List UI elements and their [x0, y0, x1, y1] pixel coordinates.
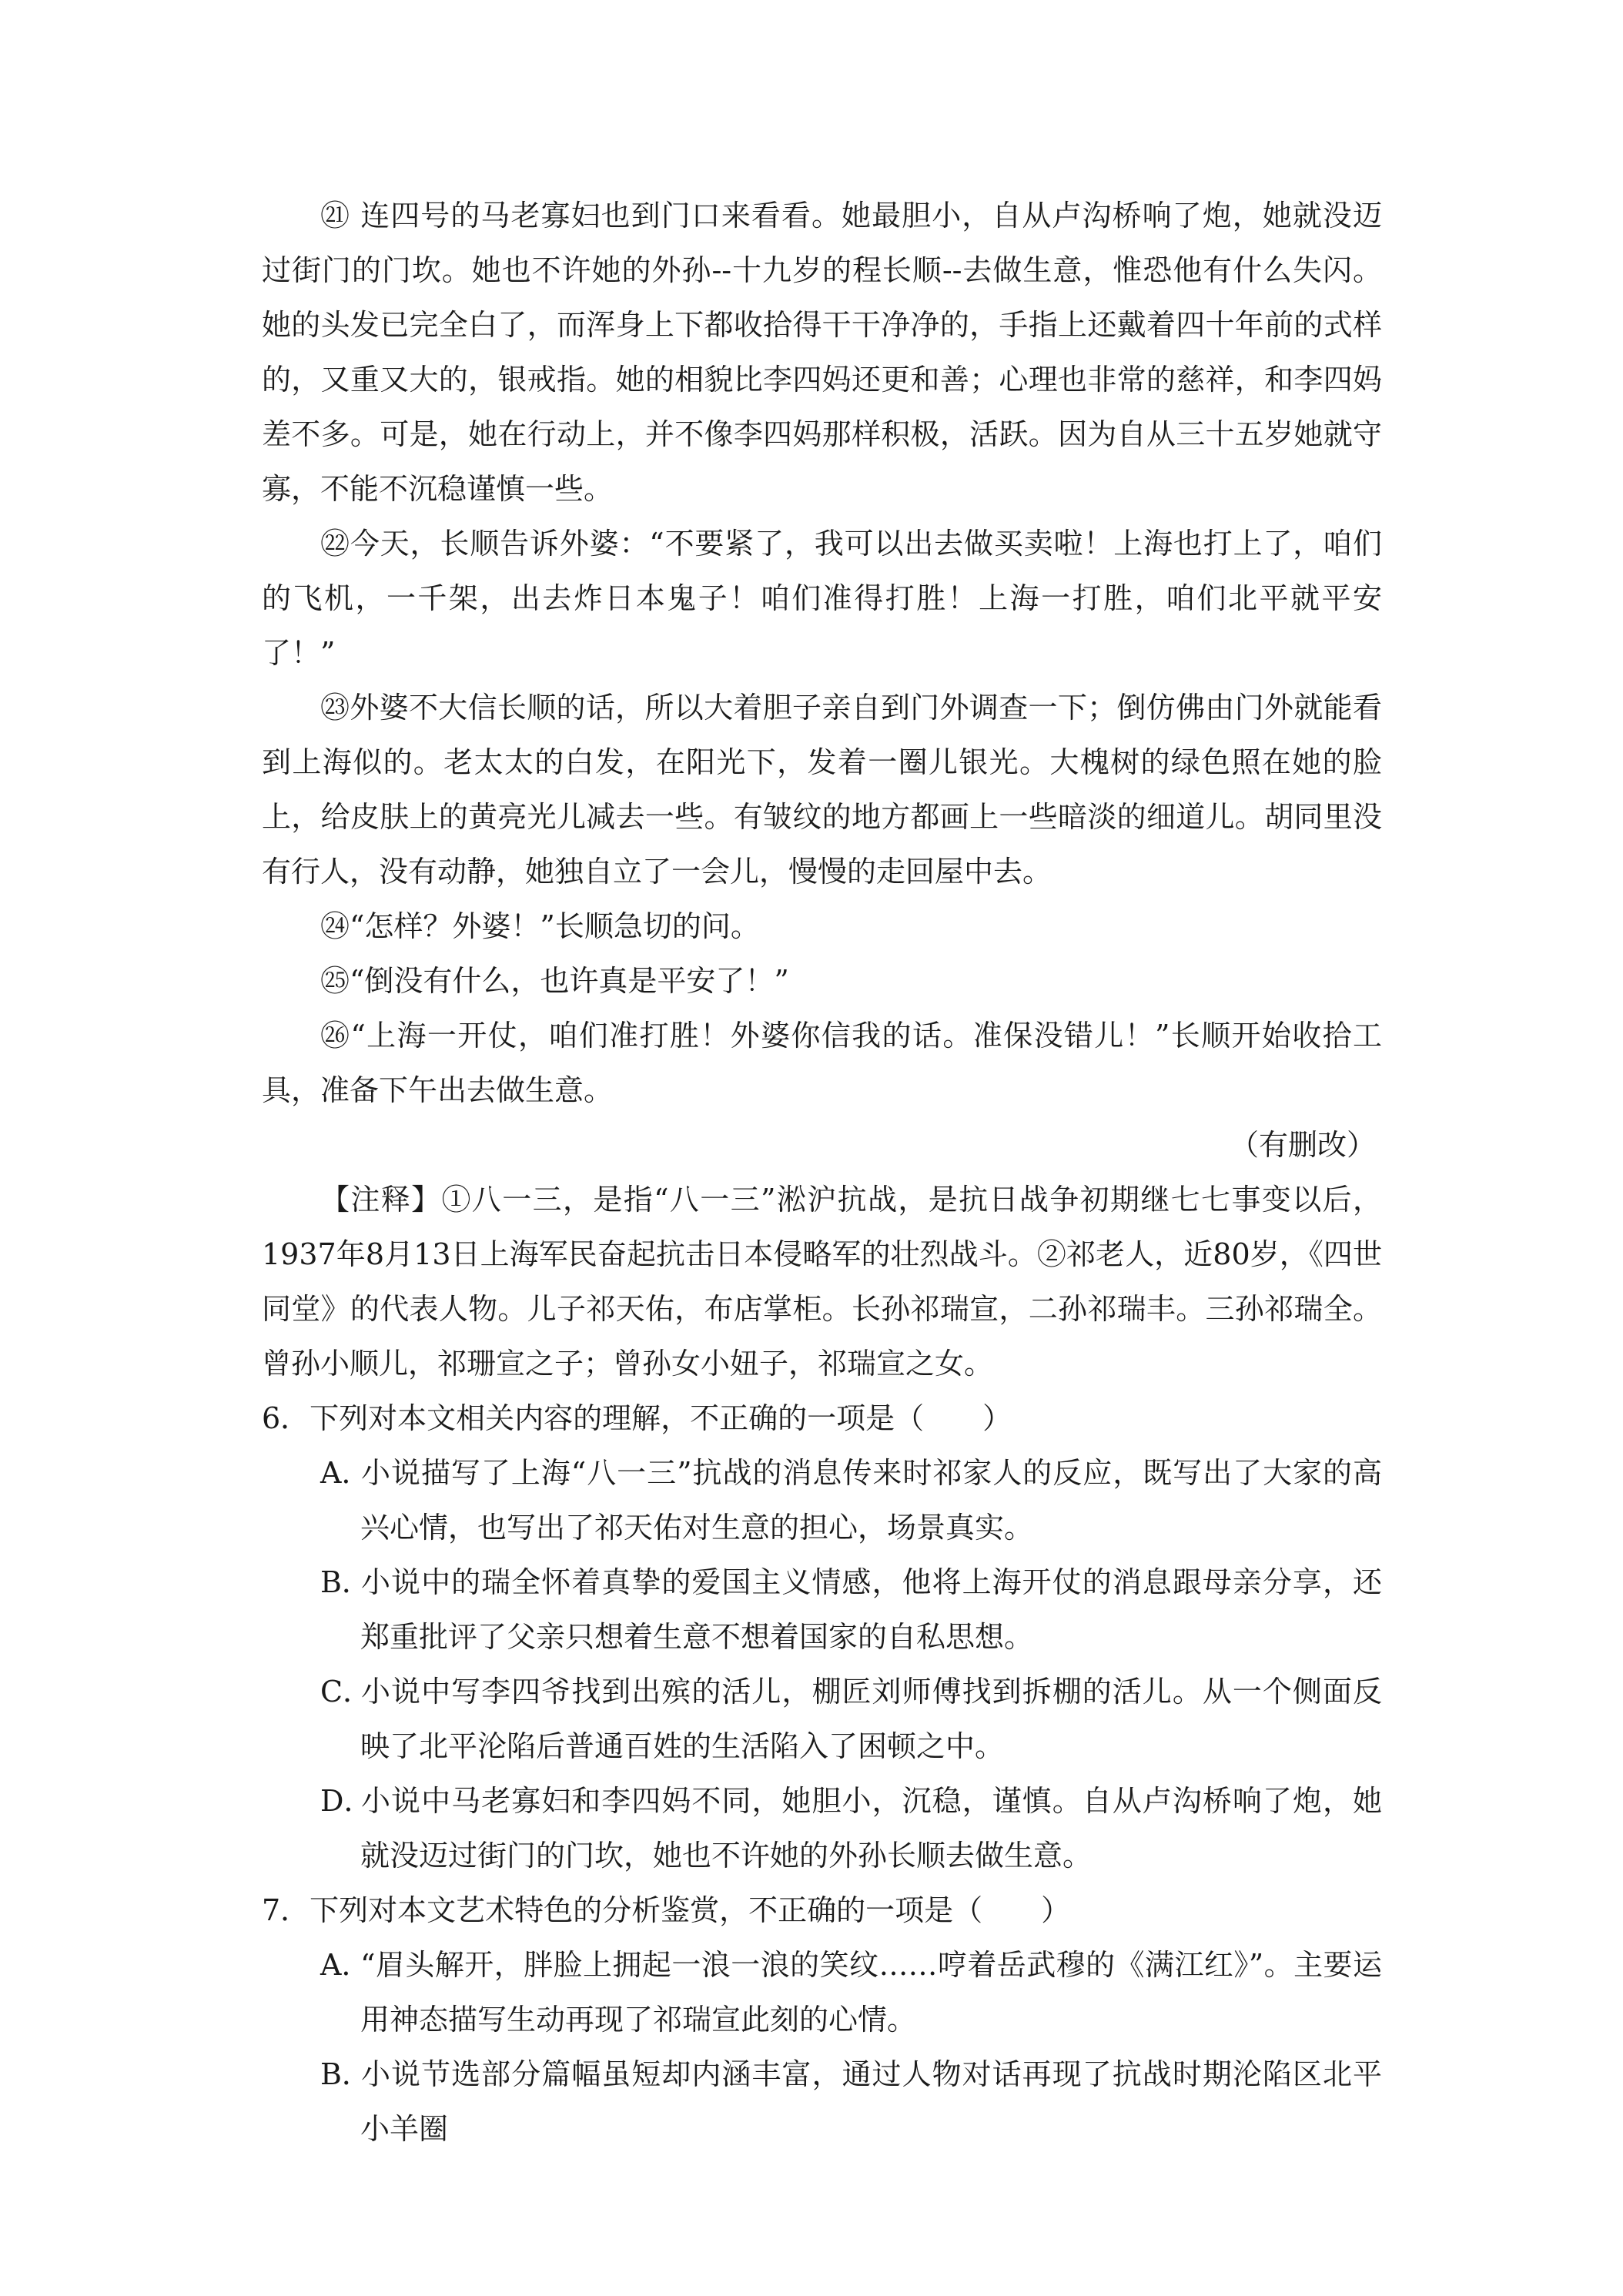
question-6 [262, 1391, 1382, 1883]
paragraph-22: ㉒今天，长顺告诉外婆：“不要紧了，我可以出去做买卖啦！上海也打上了，咱们的飞机，一千架，出去炸日本鬼子！咱们准得打胜！上海一打胜，咱们北平就平安了！” [262, 527, 1382, 670]
option-b [262, 1555, 1382, 1665]
option-text: 小说中写李四爷找到出殡的活儿，棚匠刘师傅找到拆棚的活儿。从一个侧面反映了北平沦陷后普通百姓的生活陷入了困顿之中。 [360, 1675, 1382, 1763]
paragraph-21: ㉑ 连四号的马老寡妇也到门口来看看。她最胆小，自从卢沟桥响了炮，她就没迈过街门的门坎。她也不许她的外孙--十九岁的程长顺--去做生意，惟恐他有什么失闪。她的头发已完全白了，而浑身上下都收拾得干干净净的，手指上还戴着四十年前的式样的，又重又大的，银戒指。她的相貌比李四妈还更和善；心理也非常的慈祥，和李四妈差不多。可是，她在行动上，并不像李四妈那样积极，活跃。因为自从三十五岁她就守寡，不能不沉稳谨慎一些。 [262, 199, 1382, 506]
paragraph-24: ㉔“怎样？外婆！”长顺急切的问。 [320, 909, 760, 943]
question-7 [262, 1883, 1382, 2157]
option-letter: B． [320, 1565, 371, 1599]
paragraph-25: ㉕“倒没有什么，也许真是平安了！” [320, 964, 789, 998]
annotation: 【注释】①八一三，是指“八一三”淞沪抗战，是抗日战争初期继七七事变以后，1937年8月13日上海军民奋起抗击日本侵略军的壮烈战斗。②祁老人，近80岁，《四世同堂》的代表人物。儿子祁天佑，布店掌柜。长孙祁瑞宣，二孙祁瑞丰。三孙祁瑞全。曾孙小顺儿，祁珊宣之子；曾孙女小妞子，祁瑞宣之女。 [262, 1183, 1382, 1381]
option-letter: A． [320, 1456, 371, 1490]
option-text: 小说中的瑞全怀着真挚的爱国主义情感，他将上海开仗的消息跟母亲分享，还郑重批评了父亲只想着生意不想着国家的自私思想。 [360, 1565, 1382, 1654]
question-stem: 7．下列对本文艺术特色的分析鉴赏，不正确的一项是（ ） [262, 1893, 1071, 1927]
option-letter: D． [320, 1784, 373, 1818]
option-letter: C． [320, 1675, 373, 1709]
question-stem: 6．下列对本文相关内容的理解，不正确的一项是（ ） [262, 1401, 1012, 1435]
option-b [262, 2047, 1382, 2157]
option-text: 小说中马老寡妇和李四妈不同，她胆小，沉稳，谨慎。自从卢沟桥响了炮，她就没迈过街门的门坎，她也不许她的外孙长顺去做生意。 [360, 1784, 1382, 1873]
option-text: 小说描写了上海“八一三”抗战的消息传来时祁家人的反应，既写出了大家的高兴心情，也写出了祁天佑对生意的担心，场景真实。 [360, 1456, 1382, 1545]
source-note: （有删改） [1229, 1128, 1376, 1162]
option-text: 小说节选部分篇幅虽短却内涵丰富，通过人物对话再现了抗战时期沦陷区北平小羊圈 [360, 2057, 1382, 2146]
option-d [262, 1774, 1382, 1883]
paragraph-23: ㉓外婆不大信长顺的话，所以大着胆子亲自到门外调查一下；倒仿佛由门外就能看到上海似的。老太太的白发，在阳光下，发着一圈儿银光。大槐树的绿色照在她的脸上，给皮肤上的黄亮光儿减去一些。有皱纹的地方都画上一些暗淡的细道儿。胡同里没有行人，没有动静，她独自立了一会儿，慢慢的走回屋中去。 [262, 691, 1382, 889]
option-c [262, 1665, 1382, 1774]
option-a [262, 1446, 1382, 1555]
option-a [262, 1938, 1382, 2047]
document-page [262, 189, 1382, 2157]
option-text: “眉头解开，胖脸上拥起一浪一浪的笑纹……哼着岳武穆的《满江红》”。主要运用神态描写生动再现了祁瑞宣此刻的心情。 [360, 1948, 1382, 2037]
option-letter: B． [320, 2057, 371, 2091]
option-letter: A． [320, 1948, 371, 1982]
paragraph-26: ㉖“上海一开仗，咱们准打胜！外婆你信我的话。准保没错儿！”长顺开始收拾工具，准备下午出去做生意。 [262, 1019, 1382, 1107]
